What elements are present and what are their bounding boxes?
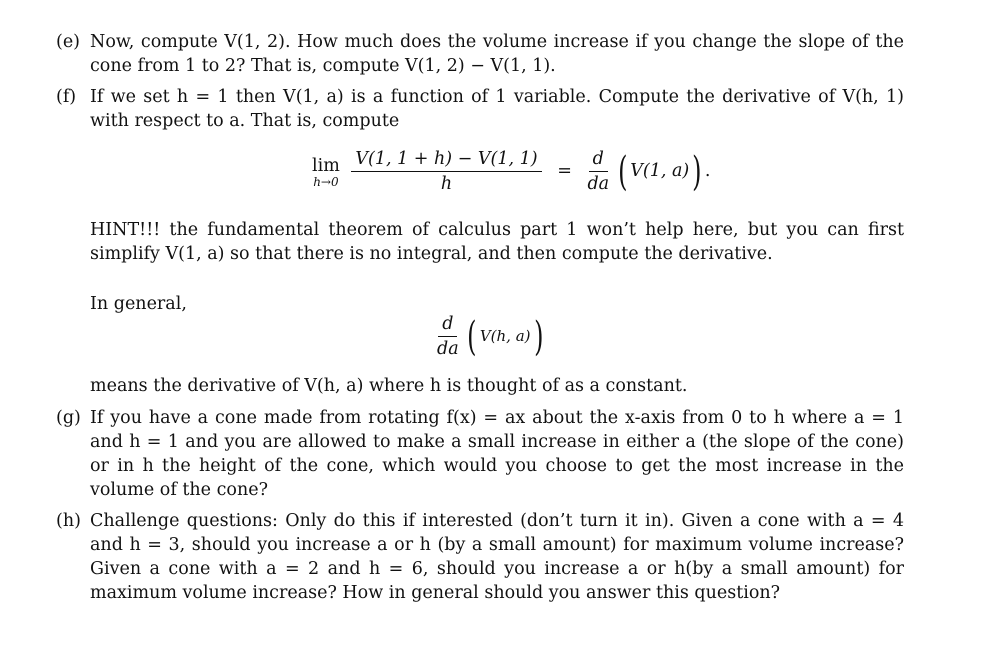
paren-close: ) — [692, 148, 702, 195]
formula-period: . — [704, 161, 711, 181]
general-derivative-formula — [437, 313, 546, 360]
derivative-d: d — [589, 148, 608, 172]
difference-quotient — [351, 148, 541, 195]
item-text-f: If we set h = 1 then V(1, a) is a function of 1 variable. Compute the derivative of V(h, 1) with respect to a. That is, compute — [90, 87, 904, 131]
general-derivative-operator — [437, 313, 459, 360]
paren-open: ( — [617, 148, 628, 195]
limit-operator — [312, 156, 340, 188]
general-derivative-da: da — [437, 339, 459, 359]
equals-sign: = — [557, 161, 572, 181]
general-paren-open: ( — [467, 313, 477, 360]
derivative-da: da — [587, 174, 610, 194]
derivative-operator — [587, 148, 609, 195]
item-text-e: Now, compute V(1, 2). How much does the volume increase if you change the slope of the cone from 1 to 2? That is, compute V(1, 2) − V(1, 1). — [90, 32, 904, 76]
item-label-h: (h) — [56, 511, 81, 531]
derivative-argument: V(1, a) — [630, 161, 690, 181]
limit-word: lim — [312, 155, 340, 176]
item-label-g: (g) — [56, 408, 81, 428]
general-derivative-argument: V(h, a) — [479, 327, 531, 345]
item-label-e: (e) — [56, 32, 81, 52]
general-explanation: means the derivative of V(h, a) where h is thought of as a constant. — [90, 376, 688, 396]
limit-subscript: h→0 — [313, 174, 339, 189]
item-label-f: (f) — [56, 87, 77, 107]
item-text-h: Challenge questions: Only do this if interested (don’t turn it in). Given a cone with a = 4 and h = 3, should you increase a or h (by a small amount) for maximum volume increase? Given a cone with a = 2 and h = 6, should you increase a or h(by a small amount) for maximum volume increase? How in general should you answer this question? — [90, 511, 904, 603]
difference-quotient-denominator: h — [440, 174, 453, 194]
general-derivative-d: d — [438, 313, 457, 337]
general-paren-close: ) — [533, 313, 544, 360]
limit-formula — [312, 148, 710, 195]
difference-quotient-numerator: V(1, 1 + h) − V(1, 1) — [351, 148, 541, 172]
general-intro: In general, — [90, 294, 187, 314]
item-text-g: If you have a cone made from rotating f(x) = ax about the x-axis from 0 to h where a = 1 and h = 1 and you are allowed to make a small increase in either a (the slope of the cone) or in h the height of the cone, which would you choose to get the most increase in the volume of the cone? — [90, 408, 904, 500]
hint-text: HINT!!! the fundamental theorem of calculus part 1 won’t help here, but you can first simplify V(1, a) so that there is no integral, and then compute the derivative. — [90, 220, 904, 264]
